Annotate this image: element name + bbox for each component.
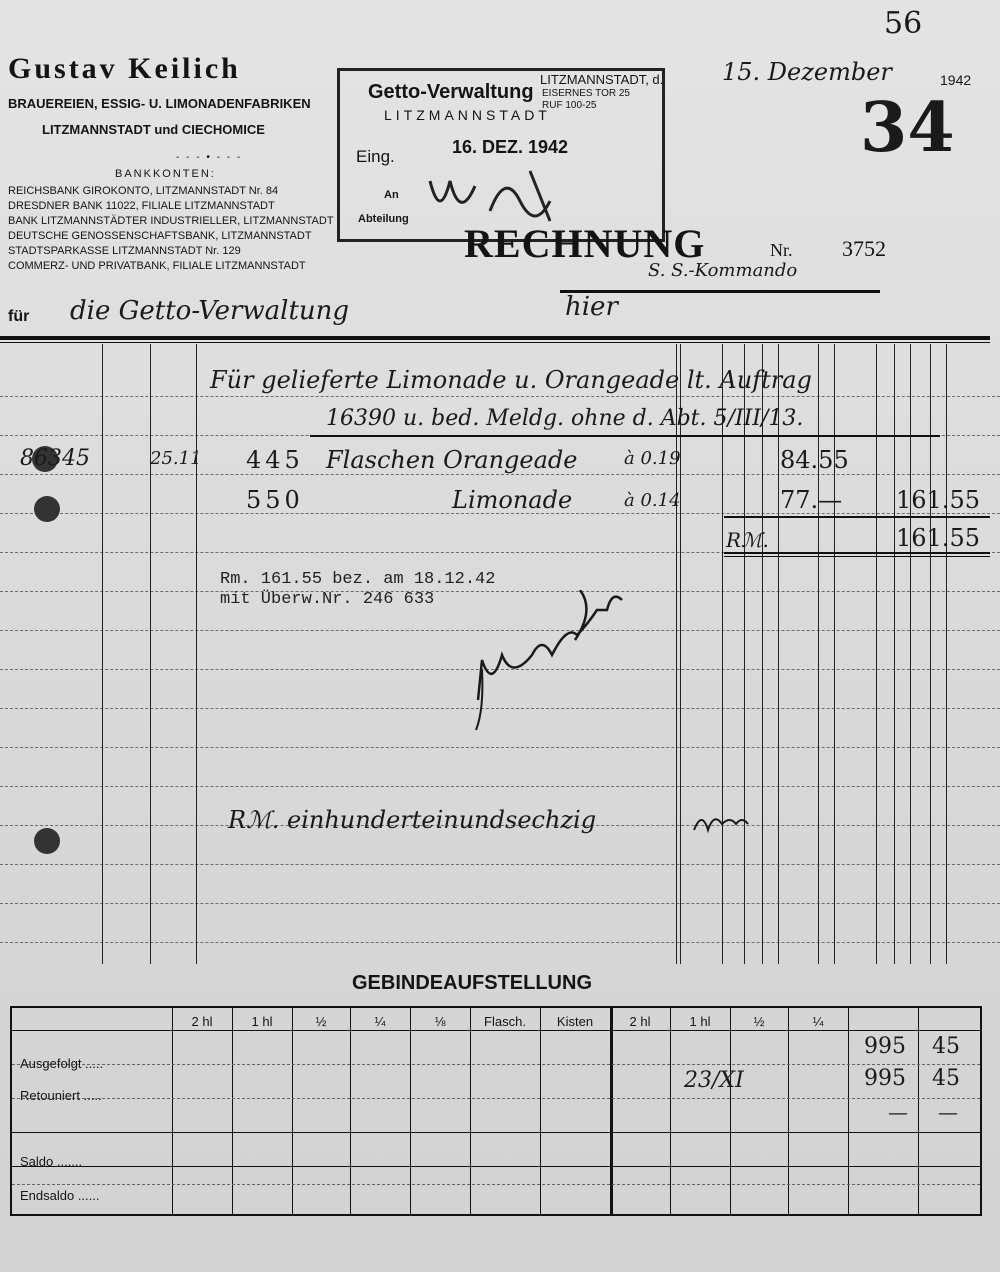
payment-note: mit Überw.Nr. 246 633 <box>220 590 435 609</box>
return-note: 23/XI <box>684 1068 744 1093</box>
ledger-top-rule <box>0 342 990 343</box>
bank-account: DRESDNER BANK 11022, FILIALE LITZMANNSTADT <box>8 200 275 212</box>
subtotal-amount: 161.55 <box>896 486 980 514</box>
column-line <box>722 344 723 964</box>
column-header: ¼ <box>374 1014 386 1029</box>
column-line <box>744 344 745 964</box>
cell-value: — <box>888 1100 908 1124</box>
table-row-line <box>12 1166 980 1167</box>
item-amount: 84.55 <box>780 446 849 474</box>
company-name: Gustav Keilich <box>8 52 241 85</box>
column-line <box>894 344 895 964</box>
column-header: 1 hl <box>251 1014 273 1029</box>
company-locations: LITZMANNSTADT und CIECHOMICE <box>42 122 265 137</box>
column-line <box>834 344 835 964</box>
column-line <box>102 344 103 964</box>
stamp-title: Getto-Verwaltung <box>368 81 534 103</box>
column-header: ¼ <box>812 1014 824 1029</box>
column-line <box>680 344 681 964</box>
sum-rule <box>724 552 990 554</box>
for-label: für <box>8 308 30 325</box>
row-label: Endsaldo ...... <box>20 1188 100 1203</box>
column-line <box>946 344 947 964</box>
container-summary-title: GEBINDEAUFSTELLUNG <box>352 972 592 994</box>
stamp-department-label: Abteilung <box>358 213 409 225</box>
delivery-date: 25.11 <box>150 448 202 469</box>
column-header: Flasch. <box>484 1014 526 1029</box>
column-line <box>910 344 911 964</box>
item-price: à 0.19 <box>624 448 681 469</box>
item-quantity: 550 <box>246 486 304 514</box>
cell-value: 995 <box>864 1034 906 1059</box>
description-line: 16390 u. bed. Meldg. ohne d. Abt. 5/III/13. <box>326 406 804 431</box>
punch-hole <box>34 496 60 522</box>
column-line <box>676 344 677 964</box>
cell-value: 45 <box>932 1034 960 1059</box>
cell-value: 45 <box>932 1066 960 1091</box>
corner-note: 56 <box>884 6 923 41</box>
column-line <box>930 344 931 964</box>
receipt-stamp <box>337 68 665 242</box>
table-row-line <box>12 1064 980 1065</box>
bank-account: COMMERZ- UND PRIVATBANK, FILIALE LITZMANNSTADT <box>8 260 306 272</box>
table-row-line <box>12 1132 980 1133</box>
column-header: ½ <box>315 1014 327 1029</box>
handwritten-date: 15. Dezember <box>722 58 892 86</box>
column-line <box>762 344 763 964</box>
column-header: 2 hl <box>629 1014 651 1029</box>
column-header: ⅛ <box>434 1014 446 1029</box>
recipient-note: S. S.-Kommando <box>648 260 798 281</box>
description-line: Für gelieferte Limonade u. Orangeade lt. Auftrag <box>210 366 812 394</box>
total-label: Rℳ. <box>726 528 769 552</box>
table-row-line <box>12 1030 980 1031</box>
address-line: RUF 100-25 <box>542 100 597 111</box>
table-row-line <box>12 1098 980 1099</box>
company-subtitle: BRAUEREIEN, ESSIG- U. LIMONADENFABRIKEN <box>8 96 311 111</box>
column-line <box>150 344 151 964</box>
column-line <box>196 344 197 964</box>
item-quantity: 445 <box>246 446 304 474</box>
cell-value: — <box>938 1100 958 1124</box>
recipient: die Getto-Verwaltung <box>70 296 350 326</box>
bank-account: DEUTSCHE GENOSSENSCHAFTSBANK, LITZMANNSTADT <box>8 230 312 242</box>
item-description: Limonade <box>452 486 573 514</box>
cell-value: 995 <box>864 1066 906 1091</box>
punch-hole <box>34 828 60 854</box>
table-row-line <box>12 1184 980 1185</box>
bank-heading: BANKKONTEN: <box>115 168 216 180</box>
column-line <box>818 344 819 964</box>
address-line: EISERNES TOR 25 <box>542 88 630 99</box>
year: 1942 <box>940 72 972 88</box>
item-description: Flaschen Orangeade <box>326 446 578 474</box>
item-price: à 0.14 <box>624 490 681 511</box>
sum-rule <box>724 556 990 557</box>
bank-account: REICHSBANK GIROKONTO, LITZMANNSTADT Nr. 84 <box>8 185 279 197</box>
reference-number: 86345 <box>20 446 90 471</box>
column-header: Kisten <box>556 1014 594 1029</box>
column-header: ½ <box>753 1014 765 1029</box>
invoice-number-label: Nr. <box>770 240 793 260</box>
sum-rule <box>724 516 990 518</box>
stamp-to-label: An <box>384 189 399 201</box>
recipient-place: hier <box>565 292 618 322</box>
row-label: Retouniert ..... <box>20 1088 102 1103</box>
signature <box>470 590 640 740</box>
ledger-top-rule <box>0 336 990 340</box>
container-table <box>10 1006 982 1216</box>
stamp-received-label: Eing. <box>356 147 395 166</box>
divider: - - - • - - - <box>176 152 243 163</box>
invoice-title: RECHNUNG <box>464 221 706 266</box>
big-handwritten-number: 34 <box>860 88 955 168</box>
bank-account: STADTSPARKASSE LITZMANNSTADT Nr. 129 <box>8 245 241 257</box>
bank-account: BANK LITZMANNSTÄDTER INDUSTRIELLER, LITZMANNSTADT <box>8 215 334 227</box>
column-line <box>876 344 877 964</box>
column-header: 1 hl <box>689 1014 711 1029</box>
row-label: Saldo ....... <box>20 1154 83 1169</box>
row-label: Ausgefolgt ..... <box>20 1056 104 1071</box>
initials <box>690 800 760 840</box>
column-line <box>778 344 779 964</box>
total-amount: 161.55 <box>896 524 980 552</box>
stamp-city: LITZMANNSTADT <box>384 107 551 123</box>
amount-in-words: Rℳ. einhunderteinundsechzig <box>228 806 597 834</box>
location-label: LITZMANNSTADT, d. <box>540 72 664 87</box>
column-header: 2 hl <box>191 1014 213 1029</box>
underline <box>310 435 940 437</box>
payment-note: Rm. 161.55 bez. am 18.12.42 <box>220 570 496 589</box>
invoice-number: 3752 <box>842 236 886 261</box>
item-amount: 77.— <box>780 486 843 514</box>
stamp-date: 16. DEZ. 1942 <box>452 137 569 157</box>
